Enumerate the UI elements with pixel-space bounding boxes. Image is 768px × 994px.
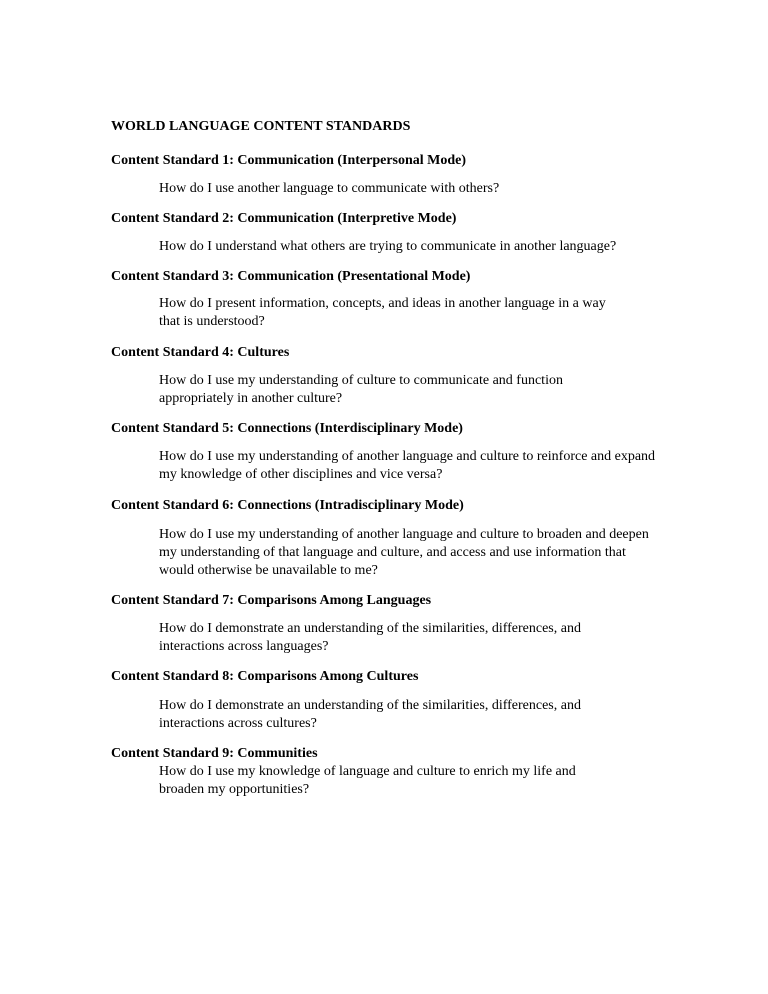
standard-heading: Content Standard 2: Communication (Interpretive Mode): [111, 211, 457, 226]
standard-heading: Content Standard 1: Communication (Interpersonal Mode): [111, 153, 467, 168]
standard-question: How do I demonstrate an understanding of the similarities, differences, and interactions across languages?: [159, 621, 581, 654]
standard-heading: Content Standard 7: Comparisons Among Languages: [111, 593, 432, 608]
standard-question: How do I use another language to communicate with others?: [159, 181, 500, 196]
standard-question: How do I use my knowledge of language and culture to enrich my life and broaden my opportunities?: [159, 764, 576, 797]
standard-heading: Content Standard 4: Cultures: [111, 345, 290, 360]
standard-question: How do I use my understanding of another language and culture to reinforce and expand my knowledge of other disciplines and vice versa?: [159, 449, 656, 482]
standard-heading: Content Standard 3: Communication (Presentational Mode): [111, 269, 471, 284]
document-title: WORLD LANGUAGE CONTENT STANDARDS: [111, 119, 411, 134]
standard-question: How do I use my understanding of another language and culture to broaden and deepen my understanding of that language and culture, and access and use information that would otherwise be unavailable to me?: [159, 527, 649, 578]
standard-question: How do I understand what others are trying to communicate in another language?: [159, 239, 617, 254]
standard-heading: Content Standard 6: Connections (Intradisciplinary Mode): [111, 498, 464, 513]
standard-question: How do I present information, concepts, and ideas in another language in a way that is understood?: [159, 296, 606, 329]
standard-heading: Content Standard 5: Connections (Interdisciplinary Mode): [111, 421, 463, 436]
standard-heading: Content Standard 8: Comparisons Among Cultures: [111, 669, 419, 684]
standard-question: How do I use my understanding of culture to communicate and function appropriately in another culture?: [159, 373, 563, 406]
standard-heading: Content Standard 9: Communities: [111, 746, 318, 761]
standard-question: How do I demonstrate an understanding of the similarities, differences, and interactions across cultures?: [159, 698, 581, 731]
